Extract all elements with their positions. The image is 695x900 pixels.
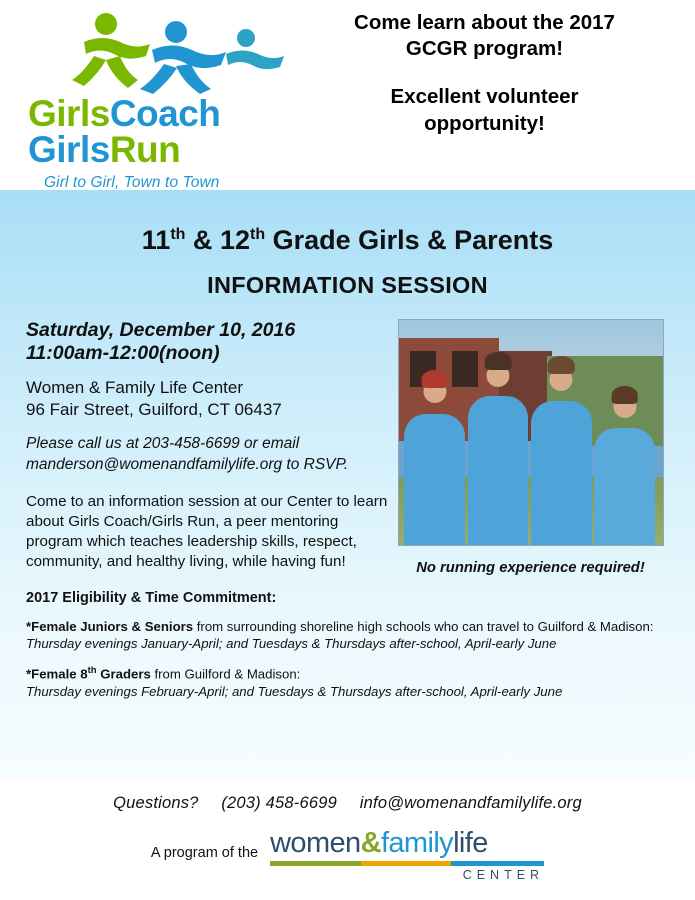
wfl-bar-green xyxy=(270,861,360,866)
wfl-bar-gold xyxy=(361,861,451,866)
sponsor-row xyxy=(0,829,695,882)
eligibility-row-2-bold-a: *Female 8 xyxy=(26,666,88,682)
photo-person-3-hair xyxy=(548,356,575,374)
wfl-center-text: CENTER xyxy=(462,868,545,882)
photo-person-1-hair xyxy=(421,370,448,388)
title-grade-12: 12 xyxy=(219,225,250,255)
contact-phone: (203) 458-6699 xyxy=(221,794,337,812)
header-message xyxy=(300,0,695,137)
logo-girls-2: Girls xyxy=(28,129,110,171)
logo-line-2 xyxy=(28,129,300,171)
title-sup-th-2: th xyxy=(249,226,266,243)
logo-girls-1: Girls xyxy=(28,93,110,134)
contact-line xyxy=(0,780,695,813)
event-date: Saturday, December 10, 2016 xyxy=(26,318,296,341)
photo-person-1-shirt xyxy=(404,414,465,545)
title-amp: & xyxy=(185,225,220,255)
event-venue: Women & Family Life Center xyxy=(26,378,243,398)
contact-email: info@womenandfamilylife.org xyxy=(359,794,582,812)
photo-person-3-shirt xyxy=(531,401,592,545)
header-spacer xyxy=(300,62,669,84)
wfl-family-text: family xyxy=(380,827,454,859)
logo-run: Run xyxy=(109,129,181,171)
eligibility-row-2 xyxy=(26,665,669,700)
photo-person-2 xyxy=(468,396,529,545)
eligibility-heading: 2017 Eligibility & Time Commitment: xyxy=(26,589,277,606)
photo-person-4-shirt xyxy=(594,428,655,545)
rsvp-instructions: Please call us at 203-458-6699 or email manderson@womenandfamilylife.org to RSVP. xyxy=(26,435,349,473)
women-family-life-logo xyxy=(270,829,544,882)
logo-tagline: Girl to Girl, Town to Town xyxy=(44,173,220,191)
event-time: 11:00am-12:00(noon) xyxy=(26,342,220,365)
program-of-label: A program of the xyxy=(150,844,259,861)
eligibility-row-1-schedule: Thursday evenings January-April; and Tuesdays & Thursdays after-school, April-early June xyxy=(26,635,557,651)
photo-caption: No running experience required! xyxy=(416,559,645,576)
title-rest: Grade Girls & Parents xyxy=(265,225,554,255)
questions-label: Questions? xyxy=(113,794,199,812)
eligibility-section xyxy=(0,590,695,701)
page-title xyxy=(0,190,695,256)
eligibility-row-1-bold: *Female Juniors & Seniors xyxy=(26,618,194,634)
program-description: Come to an information session at our Center to learn about Girls Coach/Girls Run, a peer mentoring program which teaches leadership skills, respect, community, and healthy living, while having fun! xyxy=(26,492,388,570)
wfl-wordmark xyxy=(270,829,544,858)
photo-person-1 xyxy=(404,414,465,545)
eligibility-row-2-schedule: Thursday evenings February-April; and Tuesdays & Thursdays after-school, April-early June xyxy=(26,683,563,699)
wfl-ampersand: & xyxy=(360,827,381,859)
gcgr-logo xyxy=(0,0,300,192)
title-grade-11: 11 xyxy=(141,225,171,255)
flyer-body xyxy=(0,190,695,780)
logo-coach: Coach xyxy=(109,93,221,134)
photo-window-2 xyxy=(452,351,478,387)
photo-person-4-hair xyxy=(611,386,638,404)
photo-column xyxy=(398,319,663,576)
wfl-bar-blue xyxy=(451,861,544,866)
flyer-footer xyxy=(0,780,695,900)
flyer-header xyxy=(0,0,695,190)
eligibility-row-2-bold-b: Graders xyxy=(96,666,151,682)
eligibility-row-2-sup: th xyxy=(87,665,97,677)
eligibility-row-1-rest: from surrounding shoreline high schools who can travel to Guilford & Madison: xyxy=(193,618,654,634)
header-line-3: Excellent volunteer xyxy=(390,85,579,109)
wfl-life-text: life xyxy=(453,827,488,859)
page-subtitle: INFORMATION SESSION xyxy=(207,271,488,298)
header-line-2: GCGR program! xyxy=(405,37,564,61)
group-photo xyxy=(398,319,664,546)
eligibility-row-1 xyxy=(26,619,669,653)
event-address: 96 Fair Street, Guilford, CT 06437 xyxy=(26,400,282,420)
header-line-1: Come learn about the 2017 xyxy=(354,11,615,34)
content-columns xyxy=(0,299,695,576)
runners-icon xyxy=(28,8,288,94)
photo-person-2-shirt xyxy=(468,396,529,545)
photo-person-3 xyxy=(531,401,592,545)
photo-person-4 xyxy=(594,428,655,545)
header-line-4: opportunity! xyxy=(424,111,545,135)
wfl-women-text: women xyxy=(270,827,361,859)
details-column xyxy=(26,319,398,576)
logo-line-1 xyxy=(28,93,300,134)
eligibility-row-2-rest: from Guilford & Madison: xyxy=(150,666,301,682)
title-sup-th-1: th xyxy=(170,226,186,243)
photo-person-2-hair xyxy=(485,352,512,370)
wfl-color-bars xyxy=(270,861,544,866)
